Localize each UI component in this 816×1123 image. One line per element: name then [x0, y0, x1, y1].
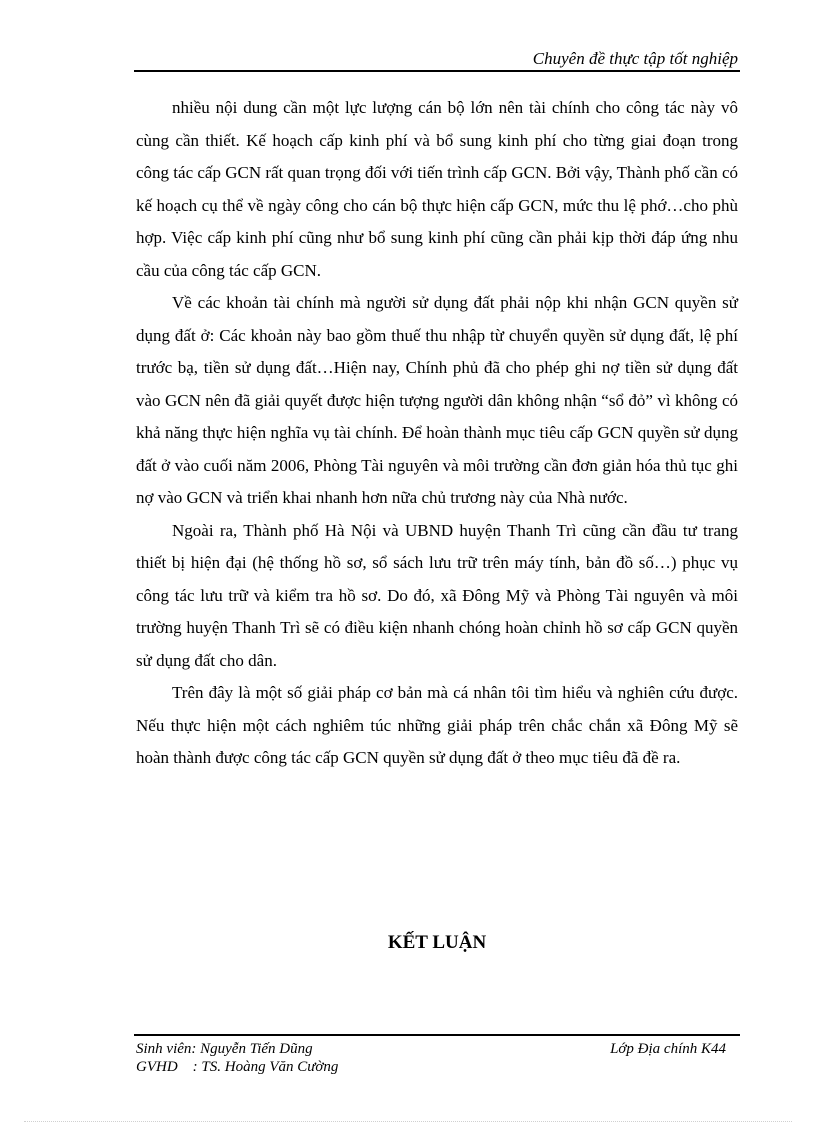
page-bottom-edge	[24, 1121, 792, 1122]
footer-class-name: Lớp Địa chính K44	[610, 1041, 726, 1057]
body-text	[136, 92, 738, 775]
footer-divider	[134, 1034, 740, 1036]
footer-advisor: GVHD : TS. Hoàng Văn Cường	[136, 1059, 339, 1075]
paragraph-summary: Trên đây là một số giải pháp cơ bản mà cá nhân tôi tìm hiểu và nghiên cứu được. Nếu thực hiện một cách nghiêm túc những giải pháp trên chắc chắn xã Đông Mỹ sẽ hoàn thành được công tác cấp GCN quyền sử dụng đất ở theo mục tiêu đã đề ra.	[136, 683, 738, 767]
page-header-title: Chuyên đề thực tập tốt nghiệp	[532, 49, 738, 68]
paragraph-financial-obligations: Về các khoản tài chính mà người sử dụng đất phải nộp khi nhận GCN quyền sử dụng đất ở: Các khoản này bao gồm thuế thu nhập từ chuyển quyền sử dụng đất, lệ phí trước bạ, tiền sử dụng đất…Hiện nay, Chính phủ đã cho phép ghi nợ tiền sử dụng đất vào GCN nên đã giải quyết được hiện tượng người dân không nhận “sổ đỏ” vì không có khả năng thực hiện nghĩa vụ tài chính. Để hoàn thành mục tiêu cấp GCN quyền sử dụng đất ở vào cuối năm 2006, Phòng Tài nguyên và môi trường cần đơn giản hóa thủ tục ghi nợ vào GCN và triển khai nhanh hơn nữa chủ trương này của Nhà nước.	[136, 293, 738, 507]
footer-student-name: Sinh viên: Nguyễn Tiến Dũng	[136, 1041, 313, 1057]
paragraph-funding: nhiều nội dung cần một lực lượng cán bộ lớn nên tài chính cho công tác này vô cùng cần thiết. Kế hoạch cấp kinh phí và bổ sung kinh phí cho từng giai đoạn trong công tác cấp GCN rất quan trọng đối với tiến trình cấp GCN. Bởi vậy, Thành phố cần có kế hoạch cụ thể về ngày công cho cán bộ thực hiện cấp GCN, mức thu lệ phớ…cho phù hợp. Việc cấp kinh phí cũng như bổ sung kinh phí cũng cần phải kịp thời đáp ứng nhu cầu của công tác cấp GCN.	[136, 98, 738, 280]
header-divider	[134, 70, 740, 72]
section-heading-conclusion: KẾT LUẬN	[387, 932, 487, 953]
paragraph-equipment-investment: Ngoài ra, Thành phố Hà Nội và UBND huyện Thanh Trì cũng cần đầu tư trang thiết bị hiện đại (hệ thống hồ sơ, sổ sách lưu trữ trên máy tính, bản đồ số…) phục vụ công tác lưu trữ và kiểm tra hồ sơ. Do đó, xã Đông Mỹ và Phòng Tài nguyên và môi trường huyện Thanh Trì sẽ có điều kiện nhanh chóng hoàn chỉnh hồ sơ cấp GCN quyền sử dụng đất cho dân.	[136, 520, 738, 670]
